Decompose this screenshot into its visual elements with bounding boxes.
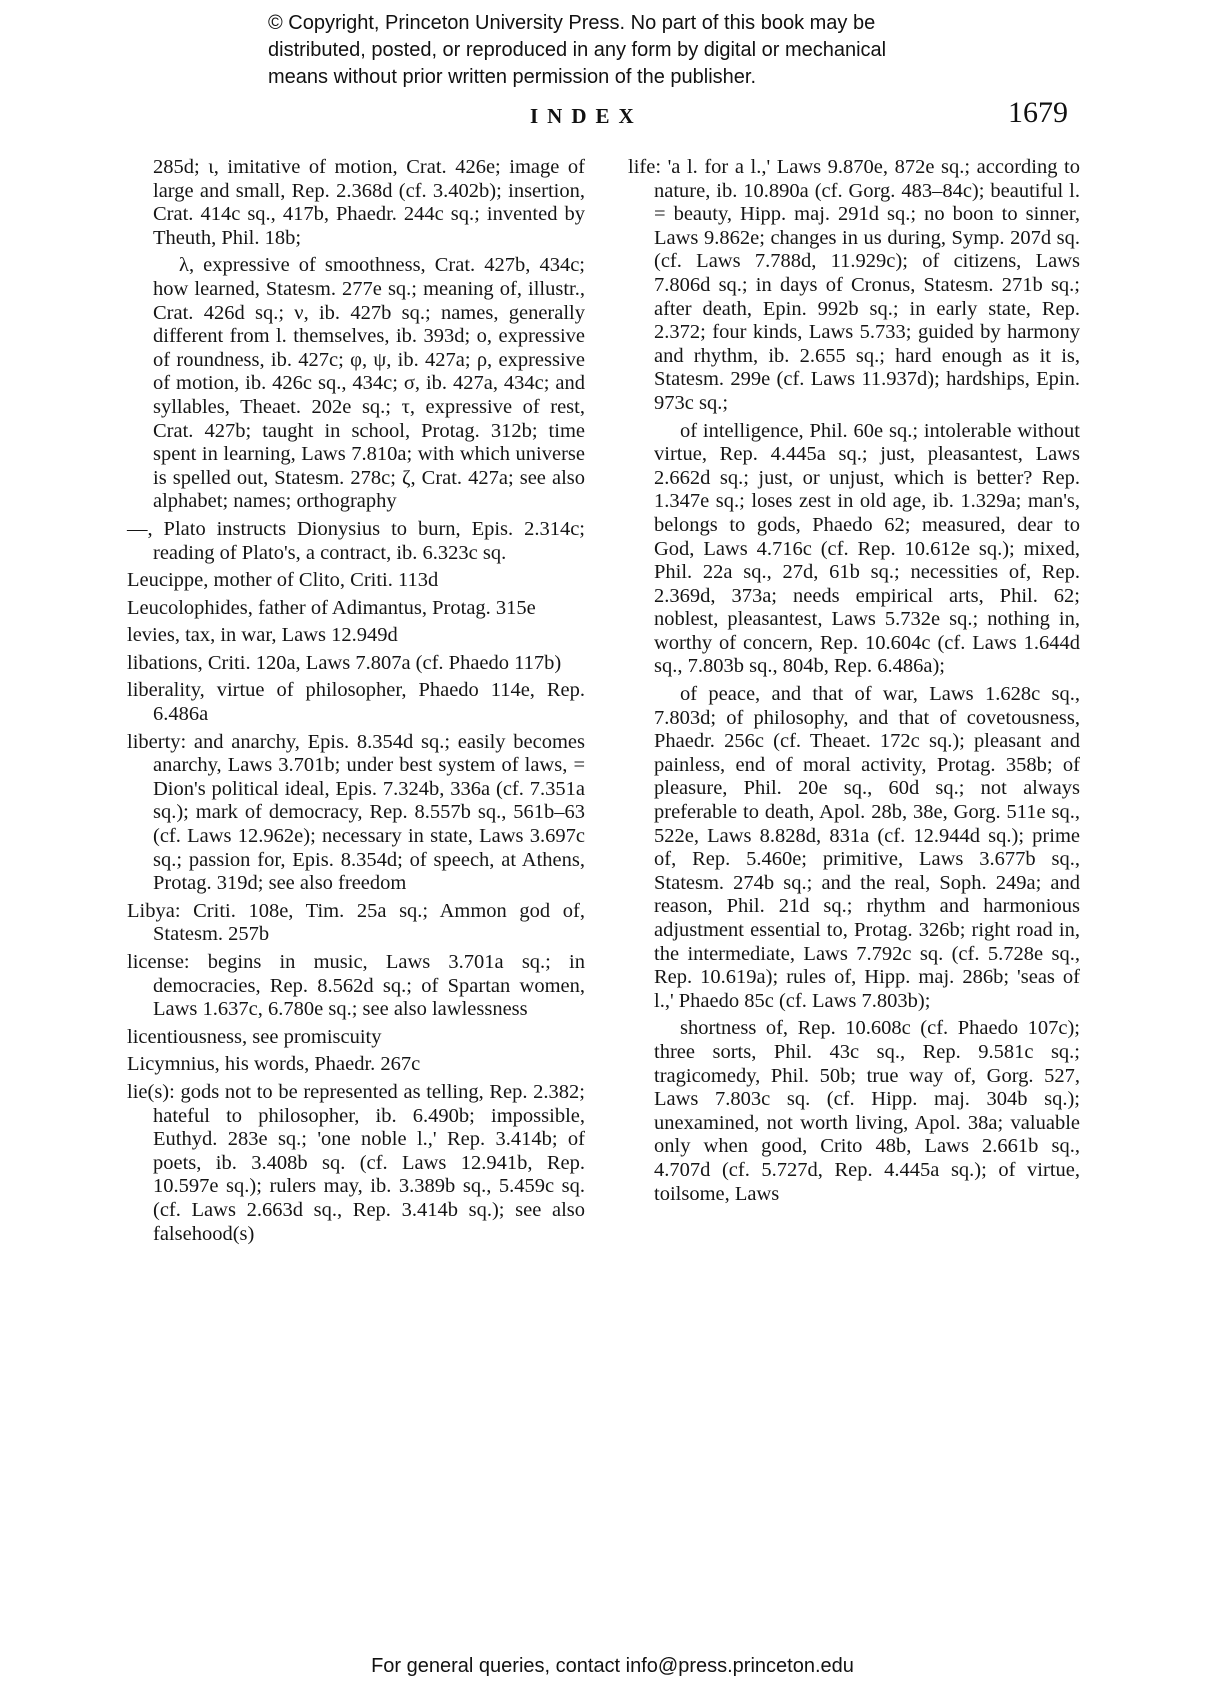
index-column-left bbox=[127, 156, 585, 1250]
running-title: INDEX bbox=[530, 104, 643, 128]
copyright-notice bbox=[268, 10, 1028, 91]
index-entry: levies, tax, in war, Laws 12.949d bbox=[127, 624, 398, 647]
index-entry: liberality, virtue of philosopher, Phaedo 114e, Rep. 6.486a bbox=[127, 679, 585, 726]
copyright-line: © Copyright, Princeton University Press. No part of this book may be bbox=[268, 12, 876, 34]
index-entry: Licymnius, his words, Phaedr. 267c bbox=[127, 1053, 421, 1076]
footer-contact: For general queries, contact info@press.princeton.edu bbox=[371, 1655, 854, 1677]
index-entry: license: begins in music, Laws 3.701a sq.; in democracies, Rep. 8.562d sq.; of Spartan women, Laws 1.637c, 6.780e sq.; see also lawlessness bbox=[127, 951, 585, 1021]
index-entry: liberty: and anarchy, Epis. 8.354d sq.; easily becomes anarchy, Laws 3.701b; under best system of laws, = Dion's political ideal, Epis. 7.324b, 336a (cf. 7.351a sq.); mark of democracy, Rep. 8.557b sq., 561b–63 (cf. Laws 12.962e); necessary in state, Laws 3.697c sq.; passion for, Epis. 8.354d; of speech, at Athens, Protag. 319d; see also freedom bbox=[127, 730, 585, 895]
index-entry: life: 'a l. for a l.,' Laws 9.870e, 872e sq.; according to nature, ib. 10.890a (cf. Gorg. 483–84c); beautiful l. = beauty, Hipp. maj. 291d sq.; no boon to sinner, Laws 9.862e; changes in us during, Symp. 207d sq. (cf. Laws 7.788d, 11.929c); of citizens, Laws 7.806d sq.; in days of Cronus, Statesm. 271b sq.; after death, Epin. 992b sq.; in early state, Rep. 2.372; four kinds, Laws 5.733; guided by harmony and rhythm, ib. 2.655 sq.; hard enough as it is, Statesm. 299e (cf. Laws 11.937d); hardships, Epin. 973c sq.; bbox=[628, 156, 1080, 414]
index-entry: licentiousness, see promiscuity bbox=[127, 1025, 382, 1048]
index-entry: Leucolophides, father of Adimantus, Protag. 315e bbox=[127, 596, 536, 619]
copyright-line: means without prior written permission of the publisher. bbox=[268, 66, 757, 88]
index-entry: —, Plato instructs Dionysius to burn, Epis. 2.314c; reading of Plato's, a contract, ib. 6.323c sq. bbox=[127, 517, 585, 564]
page-number: 1679 bbox=[1008, 96, 1068, 129]
copyright-line: distributed, posted, or reproduced in any form by digital or mechanical bbox=[268, 39, 887, 61]
index-entry: Libya: Criti. 108e, Tim. 25a sq.; Ammon god of, Statesm. 257b bbox=[127, 899, 585, 946]
index-entry: lie(s): gods not to be represented as telling, Rep. 2.382; hateful to philosopher, ib. 6.490b; impossible, Euthyd. 283e sq.; 'one noble l.,' Rep. 3.414b; of poets, ib. 3.408b sq. (cf. Laws 12.941b, Rep. 10.597e sq.); rulers may, ib. 3.389b sq., 5.459c sq. (cf. Laws 2.663d sq., Rep. 3.414b sq.); see also falsehood(s) bbox=[127, 1080, 585, 1245]
index-entry: Leucippe, mother of Clito, Criti. 113d bbox=[127, 569, 439, 592]
index-subentry: of peace, and that of war, Laws 1.628c sq., 7.803d; of philosophy, and that of covetousness, Phaedr. 256c (cf. Theaet. 172c sq.); pleasant and painless, end of moral activity, Protag. 358b; of pleasure, Phil. 20e sq., 60d sq.; not always preferable to death, Apol. 28b, 38e, Gorg. 511e sq., 522e, Laws 8.828d, 831a (cf. 12.944d sq.); prime of, Rep. 5.460e; primitive, Laws 3.677b sq., Statesm. 274b sq.; and the real, Soph. 249a; and reason, Phil. 21d sq.; rhythm and harmonious adjustment essential to, Protag. 326b; right road in, the intermediate, Laws 7.792c sq. (cf. 5.728e sq., Rep. 10.619a); rules of, Hipp. maj. 286b; 'seas of l.,' Phaedo 85c (cf. Laws 7.803b); bbox=[654, 683, 1080, 1012]
index-subentry: of intelligence, Phil. 60e sq.; intolerable without virtue, Rep. 4.445a sq.; just, pleasantest, Laws 2.662d sq.; just, or unjust, which is better? Rep. 1.347e sq.; loses zest in old age, ib. 1.329a; man's, belongs to gods, Phaedo 62; measured, dear to God, Laws 4.716c (cf. Rep. 10.612e sq.); mixed, Phil. 22a sq., 27d, 61b sq.; necessities of, Rep. 2.369d, 373a; needs empirical arts, Phil. 62; noblest, pleasantest, Laws 5.732e sq.; nothing in, worthy of concern, Rep. 10.604c (cf. Laws 1.644d sq., 7.803b sq., 804b, Rep. 6.486a); bbox=[654, 419, 1080, 678]
index-subentry: λ, expressive of smoothness, Crat. 427b, 434c; how learned, Statesm. 277e sq.; meaning of, illustr., Crat. 426d sq.; ν, ib. 427b sq.; names, generally different from l. themselves, ib. 393d; ο, expressive of roundness, ib. 427c; φ, ψ, ib. 427a; ρ, expressive of motion, ib. 426c sq., 434c; σ, ib. 427a, 434c; and syllables, Theaet. 202e sq.; τ, expressive of rest, Crat. 427b; taught in school, Protag. 312b; time spent in learning, Laws 7.810a; with which universe is spelled out, Statesm. 278c; ζ, Crat. 427a; see also alphabet; names; orthography bbox=[153, 254, 585, 513]
index-subentry: shortness of, Rep. 10.608c (cf. Phaedo 107c); three sorts, Phil. 43c sq., Rep. 9.581c sq.; tragicomedy, Phil. 50b; true way of, Gorg. 527, Laws 7.803c sq. (cf. Hipp. maj. 304b sq.); unexamined, not worth living, Apol. 38a; valuable only when good, Crito 48b, Laws 2.661b sq., 4.707d (cf. 5.727d, Rep. 4.445a sq.); of virtue, toilsome, Laws bbox=[654, 1017, 1080, 1205]
index-entry: 285d; ι, imitative of motion, Crat. 426e; image of large and small, Rep. 2.368d (cf. 3.402b); insertion, Crat. 414c sq., 417b, Phaedr. 244c sq.; invented by Theuth, Phil. 18b; bbox=[153, 156, 585, 249]
index-entry: libations, Criti. 120a, Laws 7.807a (cf. Phaedo 117b) bbox=[127, 651, 562, 674]
index-column-right bbox=[628, 156, 1080, 1210]
